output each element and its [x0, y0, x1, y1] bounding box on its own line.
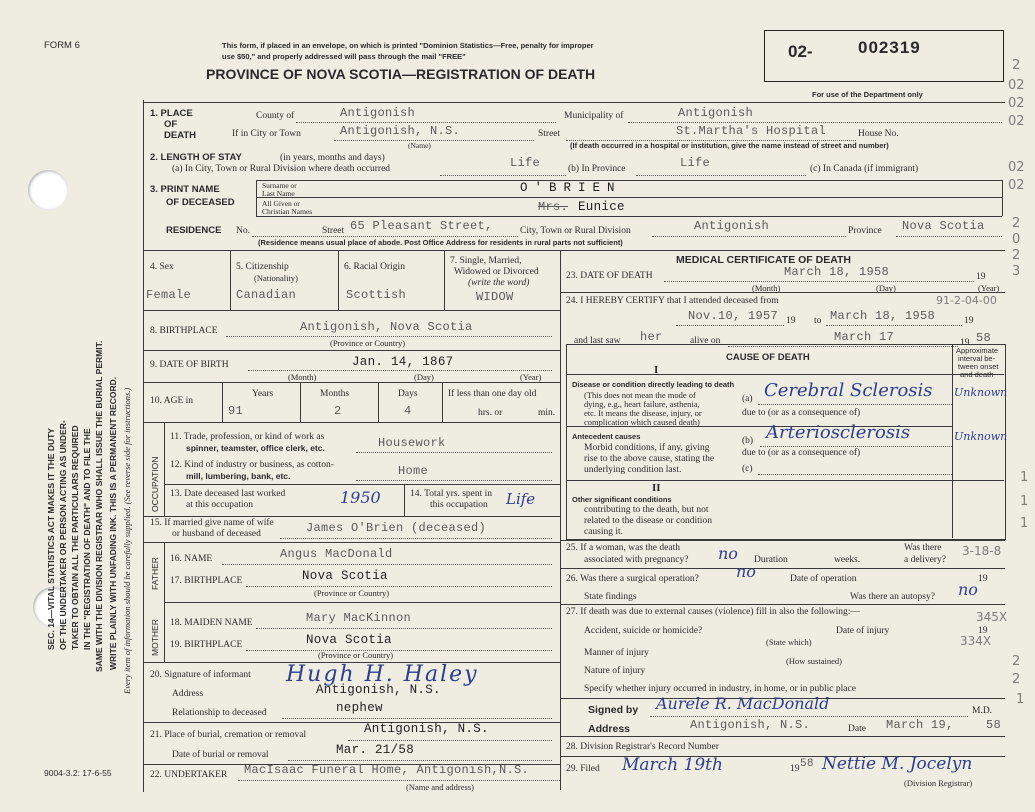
attended-from-line — [676, 325, 784, 326]
residence-street-value: 65 Pleasant Street, — [350, 219, 493, 233]
margin-notice-line1: SEC. 14—VITAL STATISTICS ACT MAKES IT THE DUTY — [46, 428, 56, 650]
stay-city-value: Life — [510, 156, 541, 170]
house-number-label: House No. — [858, 129, 899, 139]
autopsy-label: Was there an autopsy? — [850, 592, 935, 602]
father-birthplace-line — [246, 586, 552, 587]
place-of-death-label-3: DEATH — [164, 130, 197, 141]
med-date-value: March 19, — [886, 718, 954, 732]
section-top-rule — [143, 250, 1005, 251]
med-address-value: Antigonish, N.S. — [690, 718, 811, 732]
burial-date-value: Mar. 21/58 — [336, 743, 415, 757]
county-line — [296, 122, 556, 123]
filed-year-value: 58 — [800, 758, 814, 770]
cause-ii-rule — [566, 480, 1004, 481]
pregnancy-label: associated with pregnancy? — [584, 555, 689, 565]
interval-caption-4: and death — [960, 370, 994, 379]
med-address-label: Address — [588, 723, 631, 735]
last-worked-value: 1950 — [340, 488, 381, 507]
accident-label: Accident, suicide or homicide? — [584, 626, 703, 636]
min-label: min. — [538, 408, 556, 418]
code-8: 2 — [1012, 248, 1021, 263]
trade-label-2: spinner, teamster, office clerk, etc. — [186, 443, 325, 453]
hospital-note: (If death occurred in a hospital or institution, give the name instead of street and number) — [570, 141, 889, 150]
code-345: 345X — [976, 610, 1008, 624]
age-years-value: 91 — [228, 404, 244, 418]
father-birthplace-value: Nova Scotia — [302, 569, 388, 583]
cause-b-line — [760, 446, 952, 447]
county-label: County of — [256, 111, 295, 121]
industry-label-2: mill, lumbering, bank, etc. — [186, 471, 291, 481]
other-conditions-label-1: Other significant conditions — [572, 495, 672, 504]
residence-street-label: Street — [322, 226, 345, 236]
spouse-label-1: 15. If married give name of wife — [150, 518, 274, 528]
surname-value: O'BRIEN — [520, 181, 622, 195]
residence-city-value: Antigonish — [694, 219, 770, 233]
trade-label-1: 11. Trade, profession, or kind of work as — [170, 432, 325, 442]
attended-from-19: 19 — [786, 316, 796, 326]
manner-label: Manner of injury — [584, 648, 649, 658]
father-vertical-label: FATHER — [150, 557, 160, 590]
dob-year-caption: (Year) — [520, 372, 542, 382]
binder-hole-top — [28, 170, 68, 210]
operation-date-label: Date of operation — [790, 574, 857, 584]
code-91: 91-2-04-00 — [936, 294, 997, 307]
attended-to-label: to — [814, 316, 822, 326]
relationship-line — [282, 718, 552, 719]
margin-notice-line5: SAME WITH THE DIVISION REGISTRAR WHO SHALL ISSUE THE BURIAL PERMIT. — [94, 340, 104, 672]
mother-birthplace-value: Nova Scotia — [306, 633, 392, 647]
disease-label-2: (This does not mean the mode of — [584, 390, 696, 400]
cause-a-interval: Unknown — [954, 386, 1008, 399]
form-title: PROVINCE OF NOVA SCOTIA—REGISTRATION OF DEATH — [206, 66, 596, 82]
code-3: 02 — [1008, 114, 1025, 129]
sex-label: 4. Sex — [150, 262, 174, 272]
residence-no-label: No. — [236, 226, 250, 236]
cause-b-due-to: due to (or as a consequence of) — [742, 448, 861, 458]
delivery-label: a delivery? — [904, 555, 946, 565]
item5-divider — [338, 250, 339, 310]
code-2: 02 — [1008, 96, 1025, 111]
mother-maiden-value: Mary MacKinnon — [306, 611, 412, 625]
other-conditions-label-2: contributing to the death, but not — [584, 505, 709, 515]
last-saw-year: 58 — [976, 331, 992, 345]
roman-one: I — [654, 364, 659, 376]
operation-date-19: 19 — [978, 574, 988, 584]
trade-value: Housework — [378, 436, 446, 450]
stay-city-label: (a) In City, Town or Rural Division where death occurred — [172, 164, 391, 174]
cause-section-bottom — [560, 540, 1005, 541]
residence-province-value: Nova Scotia — [902, 219, 985, 233]
occupation-vertical-label: OCCUPATION — [150, 456, 160, 512]
dob-day-caption: (Day) — [414, 372, 434, 382]
weeks-label: weeks. — [834, 555, 861, 565]
undertaker-value: MacIsaac Funeral Home, Antigonish,N.S. — [244, 763, 530, 777]
division-registrar-caption: (Division Registrar) — [904, 778, 973, 788]
surgery-label: 26. Was there a surgical operation? — [566, 574, 699, 584]
cause-a-due-to: due to (or as a consequence of) — [742, 408, 861, 418]
last-worked-label-2: at this occupation — [186, 500, 254, 510]
spouse-label-2: or husband of deceased — [172, 529, 261, 539]
father-birthplace-caption: (Province or Country) — [314, 588, 390, 598]
alive-on-label: alive on — [690, 336, 721, 346]
attended-to-19: 19 — [964, 316, 974, 326]
residence-city-line — [652, 236, 846, 237]
undertaker-label: 22. UNDERTAKER — [150, 770, 228, 780]
margin-notice-line3: TAKER TO OBTAIN ALL THE PARTICULARS REQUIRED — [70, 425, 80, 650]
residence-note: (Residence means usual place of abode. Post Office Address for residents in rural parts not sufficient) — [258, 238, 623, 247]
stay-province-line — [636, 175, 806, 176]
racial-origin-label: 6. Racial Origin — [344, 262, 405, 272]
sex-value: Female — [146, 288, 192, 302]
name-caption: (Name) — [408, 141, 431, 150]
other-conditions-label-4: causing it. — [584, 527, 624, 537]
margin-notice-line7: Every item of information should be carefully supplied. (See reverse side for instructions.) — [122, 387, 132, 694]
surgery-answer: no — [736, 562, 756, 581]
header-rule — [143, 102, 1005, 103]
date-of-death-day-caption: (Day) — [876, 283, 896, 293]
filed-year-label: 19 — [790, 764, 800, 774]
birthplace-line — [226, 336, 552, 337]
residence-province-line — [896, 236, 1002, 237]
print-name-label-2: OF DECEASED — [166, 197, 235, 208]
interval-caption-1: Approximate — [956, 346, 999, 355]
date-of-death-line — [664, 281, 974, 282]
item12-bottom — [164, 484, 560, 485]
mother-maiden-label: 18. MAIDEN NAME — [170, 618, 253, 628]
med-address-bottom — [560, 736, 1005, 737]
surname-caption-1: Surname or — [262, 181, 297, 190]
occupation-divider — [164, 422, 165, 516]
municipality-label: Municipality of — [564, 111, 624, 121]
state-findings-label: State findings — [584, 592, 637, 602]
filed-date-value: March 19th — [622, 755, 723, 775]
age-label: 10. AGE in — [150, 396, 194, 406]
form-left-border — [143, 100, 144, 792]
industry-value: Home — [398, 464, 429, 478]
code-334: 334X — [960, 634, 992, 648]
date-of-death-value: March 18, 1958 — [784, 265, 890, 279]
age-months-value: 2 — [334, 404, 342, 418]
stay-canada-label: (c) In Canada (if immigrant) — [810, 164, 919, 174]
print-name-label-1: 3. PRINT NAME — [150, 184, 220, 195]
date-of-death-year-caption: (Year) — [978, 283, 1000, 293]
total-years-label-2: this occupation — [430, 500, 488, 510]
place-of-death-label-1: 1. PLACE — [150, 108, 193, 119]
less-than-day-label: If less than one day old — [448, 389, 537, 399]
item13-divider — [404, 484, 405, 516]
burial-date-label: Date of burial or removal — [172, 750, 269, 760]
code-delivery: 3-18-8 — [962, 544, 1002, 558]
relationship-label: Relationship to deceased — [172, 708, 267, 718]
informant-signature-label: 20. Signature of informant — [150, 670, 251, 680]
column-divider — [560, 250, 561, 790]
mother-birthplace-label: 19. BIRTHPLACE — [170, 640, 243, 650]
hospital-value: St.Martha's Hospital — [676, 124, 827, 138]
burial-place-value: Antigonish, N.S. — [364, 722, 489, 736]
informant-address-value: Antigonish, N.S. — [316, 683, 441, 697]
given-caption-1: All Given or — [262, 199, 300, 208]
municipality-value: Antigonish — [678, 106, 754, 120]
citizenship-value: Canadian — [236, 288, 297, 302]
age-months-label: Months — [320, 389, 350, 399]
total-years-value: Life — [506, 490, 536, 508]
cause-c-marker: (c) — [742, 464, 753, 474]
name-box-right — [1002, 180, 1003, 216]
last-worked-label-1: 13. Date deceased last worked — [170, 489, 286, 499]
cause-a-marker: (a) — [742, 394, 753, 404]
last-saw-date-value: March 17 — [834, 330, 895, 344]
occupation-bottom — [143, 516, 560, 517]
items4-7-bottom — [143, 310, 560, 311]
place-of-death-label-2: OF — [164, 119, 178, 130]
attended-from-value: Nov.10, 1957 — [688, 309, 779, 323]
code-5: 02 — [1008, 178, 1025, 193]
antecedent-label-3: rise to the above cause, stating the — [584, 454, 715, 464]
antecedent-label-1: Antecedent causes — [572, 432, 641, 441]
spouse-value: James O'Brien (deceased) — [306, 521, 487, 535]
md-label: M.D. — [972, 706, 993, 716]
dob-value: Jan. 14, 1867 — [352, 355, 454, 369]
cause-of-death-title: CAUSE OF DEATH — [726, 352, 810, 363]
undertaker-caption: (Name and address) — [406, 782, 474, 792]
margin-notice-line6: WRITE PLAINLY WITH UNFADING INK. THIS IS A PERMANENT RECORD. — [108, 376, 118, 670]
duration-label: Duration — [754, 555, 788, 565]
interval-caption-3: tween onset — [958, 362, 999, 371]
total-years-label-1: 14. Total yrs. spent in — [410, 489, 493, 499]
disease-label-4: etc. It means the disease, injury, or — [584, 408, 702, 418]
mother-maiden-line — [256, 628, 552, 629]
signed-by-line — [650, 716, 968, 717]
form-number: FORM 6 — [44, 40, 80, 51]
marital-value: WIDOW — [476, 290, 514, 304]
father-name-value: Angus MacDonald — [280, 547, 393, 561]
item10-bottom — [143, 422, 560, 423]
disease-label-1: Disease or condition directly leading to death — [572, 380, 735, 389]
hrs-label: hrs. or — [478, 408, 503, 418]
cause-b-interval: Unknown — [954, 430, 1008, 443]
cause-b-marker: (b) — [742, 436, 754, 446]
how-sustained-caption: (How sustained) — [786, 656, 842, 666]
medical-certificate-title: MEDICAL CERTIFICATE OF DEATH — [676, 254, 851, 266]
date-of-death-19: 19 — [976, 272, 986, 282]
residence-street-line — [252, 236, 518, 237]
interval-caption-2: interval be- — [958, 354, 996, 363]
med-date-year: 58 — [986, 718, 1002, 732]
age-col-4 — [442, 382, 443, 422]
was-there-label: Was there — [904, 543, 942, 553]
cause-a-line — [758, 404, 952, 405]
cause-header-rule — [566, 374, 1004, 375]
code-6: 2 — [1012, 216, 1021, 231]
name-box-bottom — [256, 216, 1002, 217]
racial-origin-value: Scottish — [346, 288, 407, 302]
municipality-line — [628, 122, 1002, 123]
roman-two: II — [652, 482, 661, 494]
cause-b-value: Arteriosclerosis — [766, 422, 911, 443]
last-saw-label: and last saw — [574, 336, 621, 346]
item9-bottom — [143, 382, 560, 383]
trade-line — [356, 452, 552, 453]
father-birthplace-label: 17. BIRTHPLACE — [170, 576, 243, 586]
disease-label-3: dying, e.g., heart failure, asthenia, — [584, 399, 700, 409]
age-days-label: Days — [398, 389, 418, 399]
city-label: If in City or Town — [232, 129, 301, 139]
state-which-caption: (State which) — [766, 637, 812, 647]
attended-to-value: March 18, 1958 — [830, 309, 936, 323]
last-saw-19: 19 — [960, 338, 970, 348]
industry-label-1: 12. Kind of industry or business, as cotton- — [170, 460, 334, 470]
mother-birthplace-caption: (Province or Country) — [318, 650, 394, 660]
marital-label-2: Widowed or Divorced — [454, 267, 539, 277]
residence-city-label: City, Town or Rural Division — [520, 226, 631, 236]
mother-vertical-label: MOTHER — [150, 619, 160, 656]
surname-caption-2: Last Name — [262, 189, 295, 198]
name-box-left — [256, 180, 257, 216]
autopsy-answer: no — [958, 580, 978, 599]
nationality-caption: (Nationality) — [254, 273, 298, 283]
spouse-line — [280, 538, 552, 539]
father-name-label: 16. NAME — [170, 554, 213, 564]
code-7: 0 — [1012, 232, 1021, 247]
serial-number: 002319 — [858, 38, 921, 57]
father-name-line — [222, 564, 552, 565]
disease-label-5: complication which caused death) — [584, 417, 700, 427]
age-col-1 — [222, 382, 223, 422]
residence-label: RESIDENCE — [166, 225, 222, 236]
code-lower-1: 1 — [1020, 494, 1029, 509]
mother-birthplace-line — [246, 650, 552, 651]
county-value: Antigonish — [340, 106, 416, 120]
code-lower-3: 2 — [1012, 654, 1021, 669]
margin-notice-line2: OF THE UNDERTAKER OR PERSON ACTING AS UNDER- — [58, 420, 68, 650]
last-saw-who: her — [640, 330, 663, 344]
nature-label: Nature of injury — [584, 666, 646, 676]
margin-notice-line4: IN THE "REGISTRATION OF DEATH" AND TO FILE THE — [82, 428, 92, 650]
cause-c-line — [758, 474, 952, 475]
dob-line — [248, 370, 552, 371]
item6-divider — [444, 250, 445, 310]
code-9: 3 — [1012, 264, 1021, 279]
cause-a-value: Cerebral Sclerosis — [764, 380, 933, 401]
informant-address-label: Address — [172, 689, 204, 699]
item26-bottom — [560, 604, 1005, 605]
registrar-record-label: 28. Division Registrar's Record Number — [566, 742, 719, 752]
code-4: 02 — [1008, 160, 1025, 175]
registrar-signature: Nettie M. Jocelyn — [822, 754, 973, 774]
name-box-mid — [256, 197, 1002, 198]
city-line — [334, 140, 534, 141]
department-use-note: For use of the Department only — [812, 90, 923, 99]
burial-place-label: 21. Place of burial, cremation or removal — [150, 730, 307, 740]
city-value: Antigonish, N.S. — [340, 124, 461, 138]
item15-bottom — [143, 542, 560, 543]
age-col-3 — [378, 382, 379, 422]
filed-label: 29. Filed — [566, 764, 600, 774]
signed-by-label: Signed by — [588, 704, 639, 716]
given-names-value: Eunice — [578, 200, 625, 214]
informant-signature: Hugh H. Haley — [286, 662, 479, 687]
burial-date-line — [288, 760, 552, 761]
antecedent-label-2: Morbid conditions, if any, giving — [584, 443, 710, 453]
item20-bottom — [143, 722, 560, 723]
woman-label: 25. If a woman, was the death — [566, 543, 680, 553]
given-caption-2: Christian Names — [262, 207, 313, 216]
code-1: 02 — [1008, 78, 1025, 93]
certify-label: 24. I HEREBY CERTIFY that I attended deceased from — [566, 296, 779, 306]
birthplace-value: Antigonish, Nova Scotia — [300, 320, 473, 334]
footer-code: 9004-3.2: 17-6-55 — [44, 768, 112, 778]
item8-bottom — [143, 350, 560, 351]
item4-divider — [230, 250, 231, 310]
stay-province-value: Life — [680, 156, 711, 170]
name-box-top — [256, 180, 1002, 181]
marital-label-3: (write the word) — [468, 278, 530, 288]
street-label: Street — [538, 129, 561, 139]
code-lower-0: 1 — [1020, 470, 1029, 485]
injury-date-label: Date of injury — [836, 626, 890, 636]
other-conditions-label-3: related to the disease or condition — [584, 516, 712, 526]
given-prefix-value: Mrs. — [538, 200, 569, 214]
father-bottom — [164, 602, 560, 603]
physician-signature: Aurele R. MacDonald — [656, 694, 830, 713]
date-of-death-label: 23. DATE OF DEATH — [566, 271, 653, 281]
code-lower-2: 1 — [1020, 516, 1029, 531]
birthplace-caption: (Province or Country) — [330, 338, 406, 348]
attended-to-line — [826, 325, 962, 326]
relationship-value: nephew — [336, 701, 383, 715]
date-of-death-month-caption: (Month) — [752, 283, 781, 293]
dob-month-caption: (Month) — [288, 372, 317, 382]
antecedent-label-4: underlying condition last. — [584, 465, 682, 475]
injury-date-19: 19 — [978, 626, 988, 636]
industry-line — [356, 480, 552, 481]
pregnancy-answer: no — [718, 544, 738, 563]
stay-province-label: (b) In Province — [568, 164, 626, 174]
serial-prefix: 02- — [788, 42, 813, 61]
burial-place-line — [348, 740, 552, 741]
age-days-value: 4 — [404, 404, 412, 418]
item23-bottom — [560, 292, 1005, 293]
external-causes-label: 27. If death was due to external causes (violence) fill in also the following:— — [566, 607, 860, 617]
postal-note-line1: This form, if placed in an envelope, on which is printed "Dominion Statistics—Free, penalty for improper — [222, 41, 594, 50]
marital-label-1: 7. Single, Married, — [450, 256, 522, 266]
residence-province-label: Province — [848, 226, 882, 236]
code-lower-4: 2 — [1012, 672, 1021, 687]
length-of-stay-label: 2. LENGTH OF STAY — [150, 152, 242, 163]
code-0: 2 — [1012, 58, 1021, 73]
stay-city-line — [440, 175, 566, 176]
length-of-stay-note: (in years, months and days) — [280, 153, 385, 163]
specify-label: Specify whether injury occurred in industry, in home, or in public place — [584, 684, 856, 694]
citizenship-label: 5. Citizenship — [236, 262, 289, 272]
med-date-label: Date — [848, 724, 866, 734]
age-col-2 — [300, 382, 301, 422]
postal-note-line2: use $50," and properly addressed will pass through the mail "FREE" — [222, 52, 466, 61]
age-years-label: Years — [252, 389, 274, 399]
item25-bottom — [560, 568, 1005, 569]
undertaker-line — [238, 780, 560, 781]
birthplace-label: 8. BIRTHPLACE — [150, 326, 218, 336]
dob-label: 9. DATE OF BIRTH — [150, 360, 229, 370]
code-lower-5: 1 — [1016, 692, 1025, 707]
